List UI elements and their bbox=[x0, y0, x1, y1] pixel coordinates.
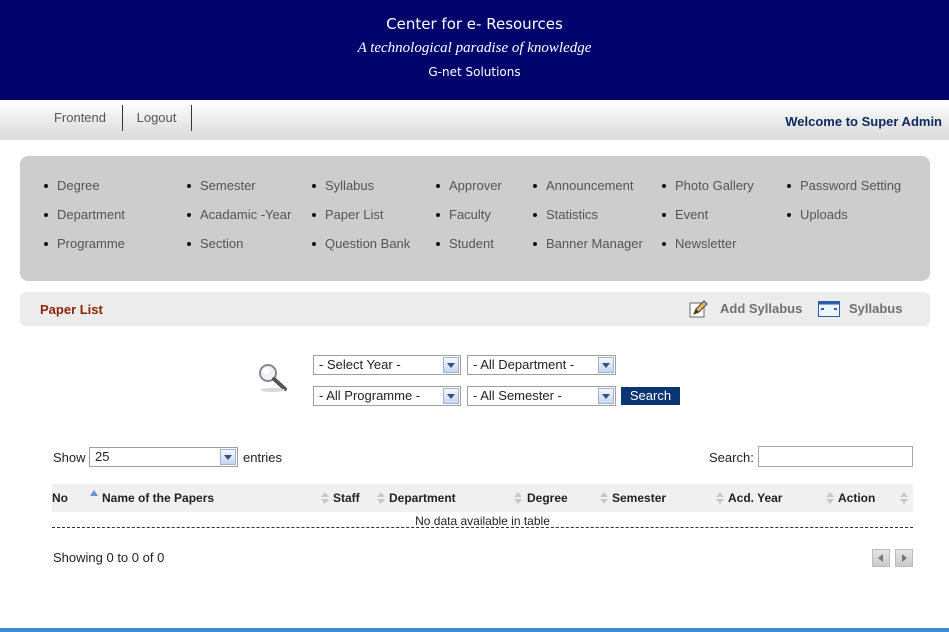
menu-item-section[interactable]: Section bbox=[187, 236, 243, 251]
menu-item-programme[interactable]: Programme bbox=[44, 236, 125, 251]
menu-item-degree[interactable]: Degree bbox=[44, 178, 100, 193]
menu-item-academic-year[interactable]: Acadamic -Year bbox=[187, 207, 291, 222]
menu-item-department[interactable]: Department bbox=[44, 207, 125, 222]
entries-label: entries bbox=[243, 450, 283, 465]
table-search-label: Search: bbox=[709, 450, 754, 465]
menu-item-faculty[interactable]: Faculty bbox=[436, 207, 491, 222]
sort-icon bbox=[377, 492, 385, 504]
syllabus-list-icon[interactable] bbox=[818, 301, 840, 317]
chevron-down-icon bbox=[443, 357, 459, 373]
sort-icon bbox=[716, 492, 724, 504]
menu-item-approver[interactable]: Approver bbox=[436, 178, 502, 193]
menu-item-uploads[interactable]: Uploads bbox=[787, 207, 848, 222]
sort-icon bbox=[600, 492, 608, 504]
menu-item-question-bank[interactable]: Question Bank bbox=[312, 236, 410, 251]
nav-divider bbox=[122, 105, 123, 131]
table-search-input[interactable] bbox=[758, 446, 913, 467]
show-label: Show bbox=[53, 450, 86, 465]
department-select[interactable]: - All Department - bbox=[467, 355, 616, 375]
page-title-bar bbox=[20, 292, 930, 326]
logout-link[interactable]: Logout bbox=[136, 110, 177, 125]
column-name-of-papers[interactable]: Name of the Papers bbox=[102, 491, 215, 505]
search-button[interactable]: Search bbox=[621, 387, 680, 405]
top-nav-bar bbox=[0, 100, 949, 140]
footer-line bbox=[0, 628, 949, 632]
column-no[interactable]: No bbox=[52, 491, 68, 505]
year-select[interactable]: - Select Year - bbox=[313, 355, 461, 375]
next-page-button[interactable] bbox=[895, 549, 913, 567]
empty-table-message: No data available in table bbox=[415, 514, 550, 528]
sort-icon bbox=[321, 492, 329, 504]
menu-item-password-setting[interactable]: Password Setting bbox=[787, 178, 901, 193]
semester-select[interactable]: - All Semester - bbox=[467, 386, 616, 406]
syllabus-button[interactable]: Syllabus bbox=[849, 301, 903, 316]
chevron-down-icon bbox=[220, 449, 236, 465]
column-action[interactable]: Action bbox=[838, 491, 876, 505]
programme-select[interactable]: - All Programme - bbox=[313, 386, 461, 406]
menu-item-paper-list[interactable]: Paper List bbox=[312, 207, 384, 222]
page-title: Paper List bbox=[40, 302, 103, 317]
admin-menu bbox=[20, 156, 930, 281]
chevron-down-icon bbox=[598, 388, 614, 404]
edit-pencil-icon[interactable] bbox=[689, 300, 709, 318]
menu-item-banner-manager[interactable]: Banner Manager bbox=[533, 236, 643, 251]
menu-item-syllabus[interactable]: Syllabus bbox=[312, 178, 374, 193]
menu-item-photo-gallery[interactable]: Photo Gallery bbox=[662, 178, 754, 193]
menu-item-statistics[interactable]: Statistics bbox=[533, 207, 598, 222]
sort-icon bbox=[826, 492, 834, 504]
page-size-select[interactable]: 25 bbox=[89, 447, 238, 467]
column-department[interactable]: Department bbox=[389, 491, 456, 505]
table-divider bbox=[52, 527, 913, 528]
chevron-down-icon bbox=[443, 388, 459, 404]
company-name: G-net Solutions bbox=[428, 65, 521, 79]
chevron-down-icon bbox=[598, 357, 614, 373]
table-info: Showing 0 to 0 of 0 bbox=[53, 550, 165, 565]
menu-item-newsletter[interactable]: Newsletter bbox=[662, 236, 736, 251]
sort-icon bbox=[514, 492, 522, 504]
column-acd-year[interactable]: Acd. Year bbox=[728, 491, 783, 505]
previous-page-button[interactable] bbox=[872, 549, 890, 567]
column-staff[interactable]: Staff bbox=[333, 491, 360, 505]
table-header bbox=[52, 484, 913, 512]
sort-ascending-icon bbox=[90, 490, 98, 496]
site-title: Center for e- Resources bbox=[386, 15, 563, 33]
add-syllabus-button[interactable]: Add Syllabus bbox=[720, 301, 803, 316]
menu-item-announcement[interactable]: Announcement bbox=[533, 178, 633, 193]
welcome-message: Welcome to Super Admin bbox=[785, 114, 942, 129]
menu-item-event[interactable]: Event bbox=[662, 207, 708, 222]
search-icon bbox=[256, 361, 288, 393]
menu-item-student[interactable]: Student bbox=[436, 236, 494, 251]
frontend-link[interactable]: Frontend bbox=[53, 110, 107, 125]
column-semester[interactable]: Semester bbox=[612, 491, 667, 505]
sort-icon bbox=[900, 492, 908, 504]
menu-item-semester[interactable]: Semester bbox=[187, 178, 256, 193]
header-banner bbox=[0, 0, 949, 100]
column-degree[interactable]: Degree bbox=[527, 491, 568, 505]
site-tagline: A technological paradise of knowledge bbox=[357, 40, 592, 56]
nav-divider bbox=[191, 105, 192, 131]
